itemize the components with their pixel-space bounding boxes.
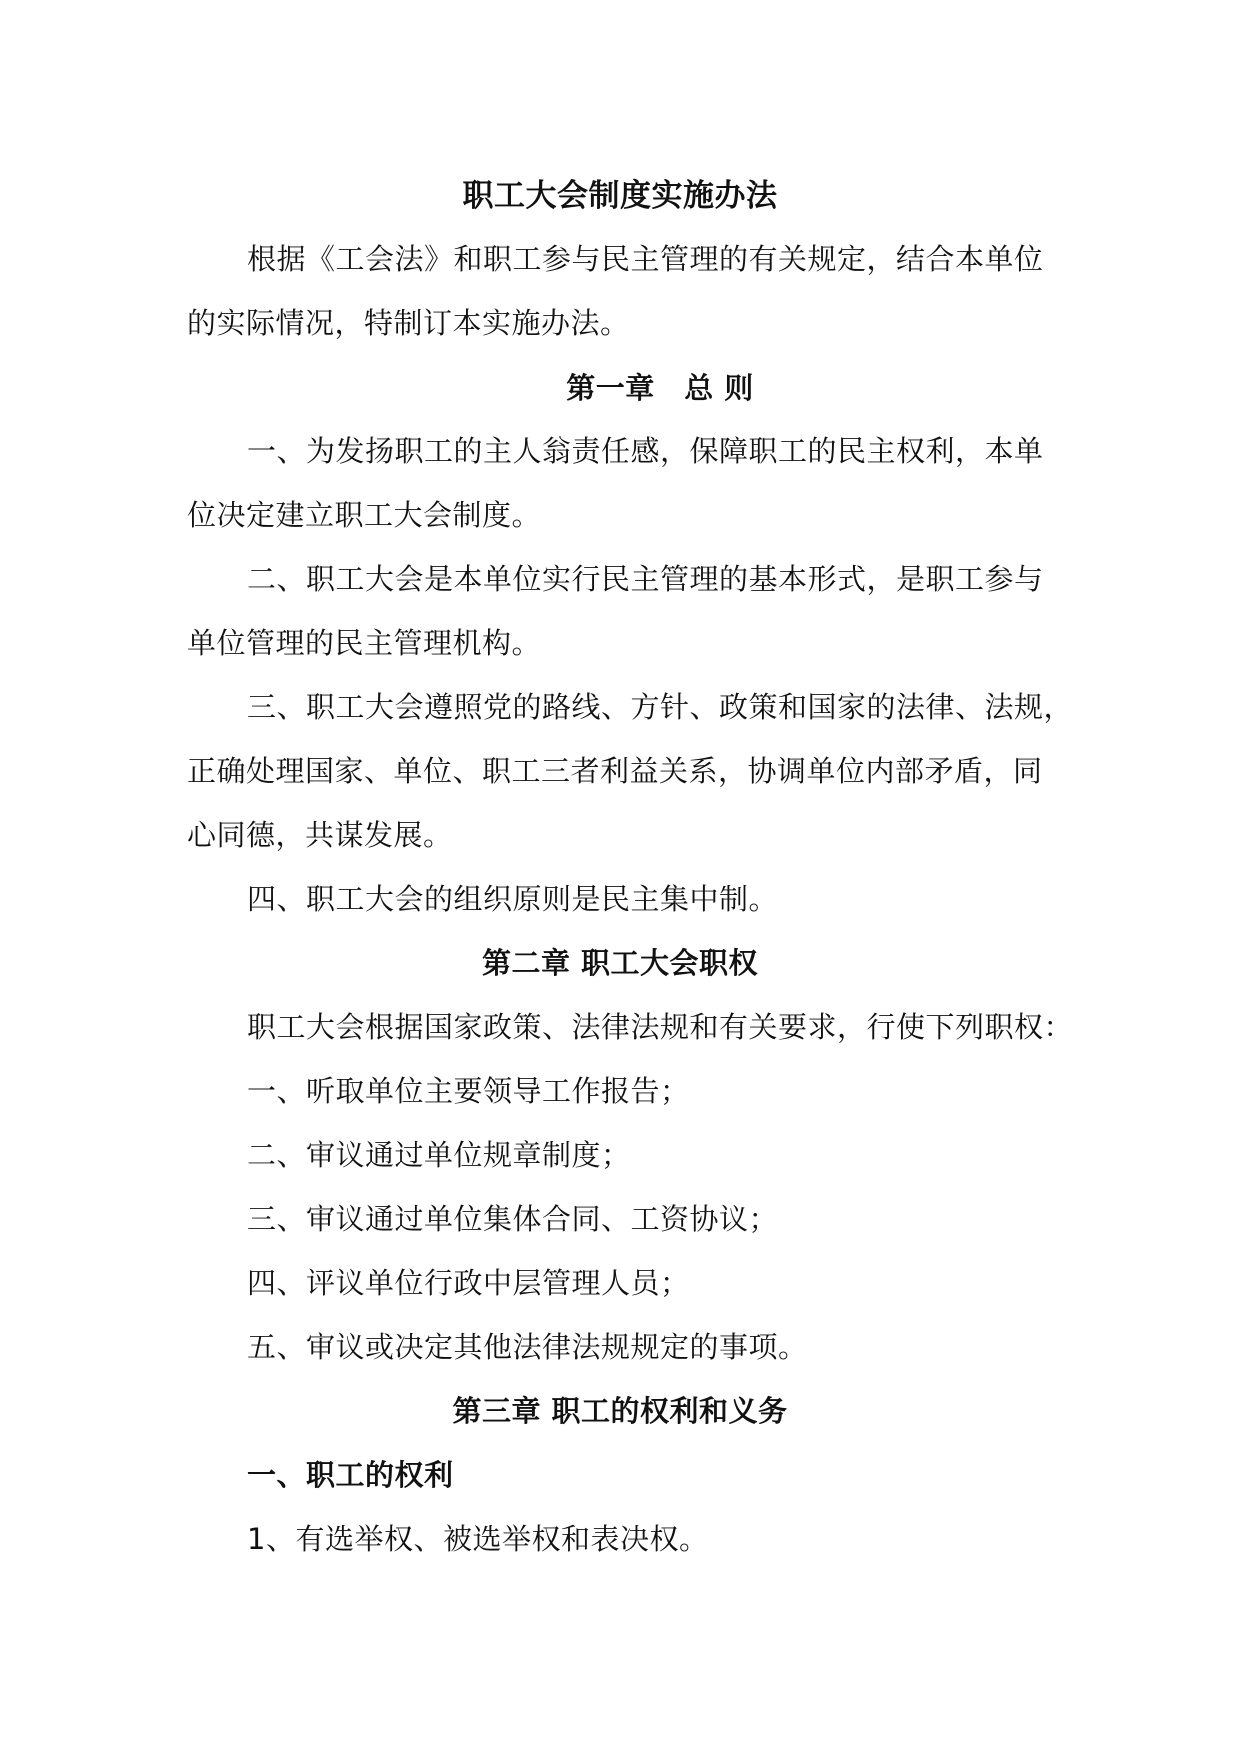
chapter-1-article-1-line-2: 位决定建立职工大会制度。 bbox=[187, 498, 542, 532]
chapter-3-heading: 第三章 职工的权利和义务 bbox=[452, 1394, 788, 1428]
chapter-1-article-2-line-2: 单位管理的民主管理机构。 bbox=[187, 626, 542, 660]
chapter-3-section-1-heading: 一、职工的权利 bbox=[247, 1458, 454, 1492]
chapter-1-article-3-line-2: 正确处理国家、单位、职工三者利益关系，协调单位内部矛盾，同 bbox=[187, 754, 1043, 788]
chapter-2-intro: 职工大会根据国家政策、法律法规和有关要求，行使下列职权： bbox=[247, 1010, 1074, 1044]
chapter-1-heading: 第一章 总 则 bbox=[566, 371, 754, 405]
chapter-1-article-2-line-1: 二、职工大会是本单位实行民主管理的基本形式，是职工参与 bbox=[247, 562, 1044, 596]
chapter-3-item-1: 1、有选举权、被选举权和表决权。 bbox=[247, 1522, 709, 1556]
chapter-2-item-5: 五、审议或决定其他法律法规规定的事项。 bbox=[247, 1330, 808, 1364]
chapter-2-item-1: 一、听取单位主要领导工作报告； bbox=[247, 1074, 690, 1108]
chapter-1-article-3-line-1: 三、职工大会遵照党的路线、方针、政策和国家的法律、法规， bbox=[247, 690, 1074, 724]
preamble-line-1: 根据《工会法》和职工参与民主管理的有关规定，结合本单位 bbox=[247, 242, 1044, 276]
chapter-2-item-2: 二、审议通过单位规章制度； bbox=[247, 1138, 631, 1172]
chapter-2-item-3: 三、审议通过单位集体合同、工资协议； bbox=[247, 1202, 779, 1236]
chapter-2-heading: 第二章 职工大会职权 bbox=[481, 946, 759, 980]
document-title: 职工大会制度实施办法 bbox=[462, 178, 778, 214]
chapter-1-article-1-line-1: 一、为发扬职工的主人翁责任感，保障职工的民主权利，本单 bbox=[247, 434, 1044, 468]
preamble-line-2: 的实际情况，特制订本实施办法。 bbox=[187, 306, 630, 340]
chapter-2-item-4: 四、评议单位行政中层管理人员； bbox=[247, 1266, 690, 1300]
chapter-1-article-3-line-3: 心同德，共谋发展。 bbox=[187, 818, 453, 852]
chapter-1-article-4: 四、职工大会的组织原则是民主集中制。 bbox=[247, 882, 779, 916]
